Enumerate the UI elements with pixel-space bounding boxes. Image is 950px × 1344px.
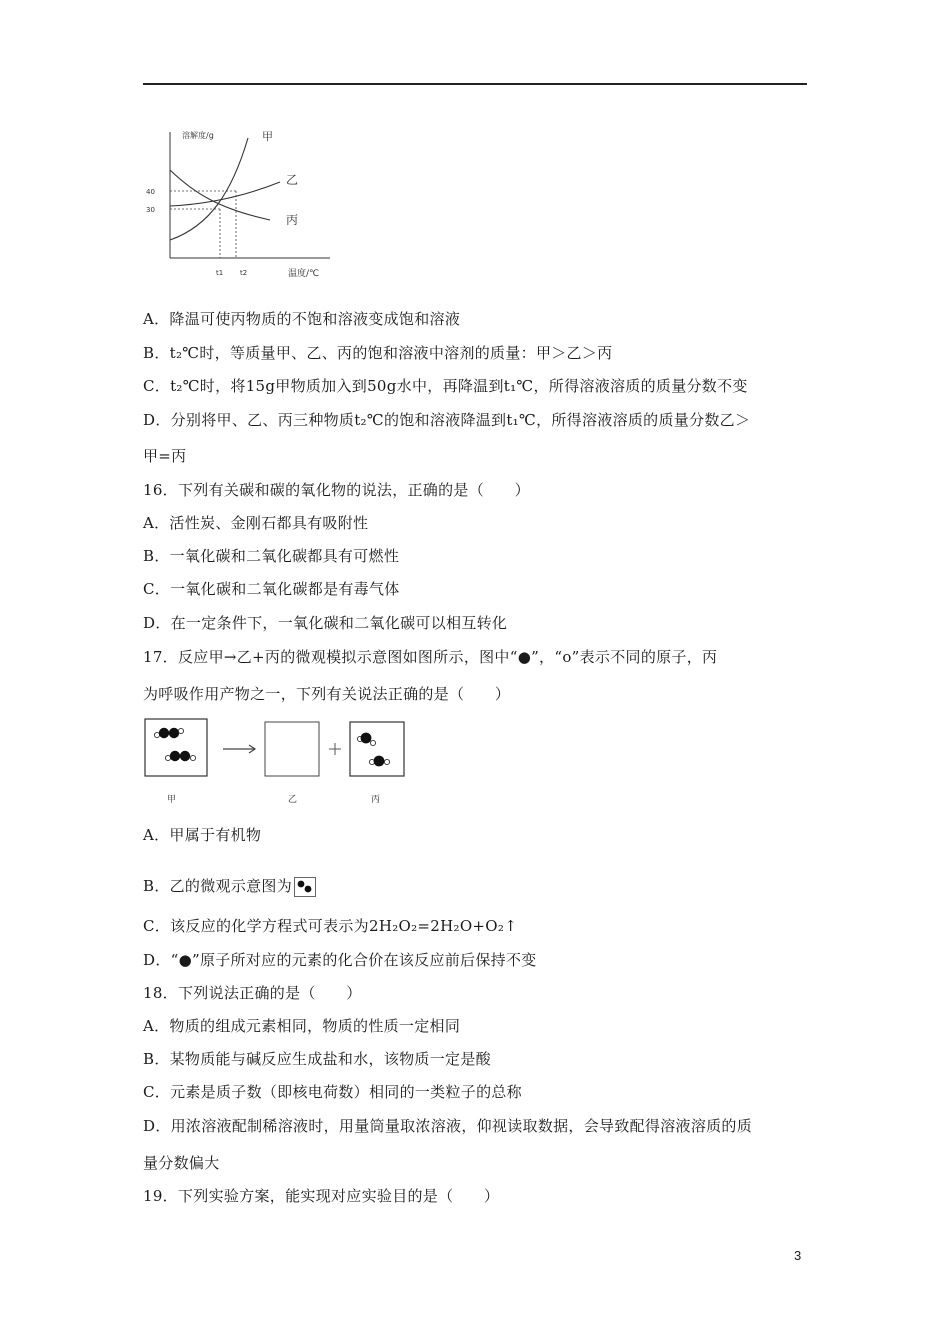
x-tick-t2: t2 <box>240 269 248 277</box>
q17-option-c: C．该反应的化学方程式可表示为2H₂O₂=2H₂O+O₂↑ <box>143 917 518 935</box>
q15-option-d: D．分别将甲、乙、丙三种物质t₂℃的饱和溶液降温到t₁℃，所得溶液溶质的质量分数乙＞ <box>143 411 751 429</box>
box-bing <box>350 722 404 776</box>
molecule-h2o2 <box>165 751 195 761</box>
q16-option-a: A．活性炭、金刚石都具有吸附性 <box>143 514 369 532</box>
q18-option-d: D．用浓溶液配制稀溶液时，用量筒量取浓溶液，仰视读取数据，会导致配得溶液溶质的质 <box>143 1117 753 1135</box>
x-axis-label: 温度/℃ <box>288 269 320 279</box>
q17-option-b-text: B．乙的微观示意图为 <box>143 877 293 895</box>
y-tick-40: 40 <box>146 188 155 196</box>
q18-option-d-continued: 量分数偏大 <box>143 1154 220 1172</box>
q18-option-b: B．某物质能与碱反应生成盐和水，该物质一定是酸 <box>143 1050 491 1068</box>
q16-option-d: D．在一定条件下，一氧化碳和二氧化碳可以相互转化 <box>143 614 508 632</box>
reaction-diagram <box>143 716 413 810</box>
q16-stem: 16．下列有关碳和碳的氧化物的说法，正确的是（ ） <box>143 481 530 499</box>
series-bing-curve <box>170 170 270 220</box>
plus-icon <box>329 743 341 755</box>
q18-option-c: C．元素是质子数（即核电荷数）相同的一类粒子的总称 <box>143 1083 522 1101</box>
solubility-chart <box>140 122 340 282</box>
q17-stem: 17．反应甲→乙+丙的微观模拟示意图如图所示，图中“●”，“o”表示不同的原子，丙 <box>143 648 718 666</box>
series-yi-label: 乙 <box>286 173 299 187</box>
q17-option-a: A．甲属于有机物 <box>143 826 262 844</box>
q17-option-d: D．“●”原子所对应的元素的化合价在该反应前后保持不变 <box>143 951 537 969</box>
label-yi: 乙 <box>288 795 298 805</box>
header-rule <box>143 83 807 85</box>
q15-option-b: B．t₂℃时，等质量甲、乙、丙的饱和溶液中溶剂的质量：甲＞乙＞丙 <box>143 344 613 362</box>
series-jia-label: 甲 <box>262 130 273 143</box>
page-number: 3 <box>794 1248 802 1263</box>
y-axis-label: 溶解度/g <box>182 131 214 140</box>
q15-option-a: A．降温可使丙物质的不饱和溶液变成饱和溶液 <box>143 310 461 328</box>
molecule-h2o <box>357 733 375 746</box>
q17-option-b <box>143 876 316 897</box>
label-jia: 甲 <box>167 795 177 805</box>
q16-option-b: B．一氧化碳和二氧化碳都具有可燃性 <box>143 547 400 565</box>
q16-option-c: C．一氧化碳和二氧化碳都是有毒气体 <box>143 580 400 598</box>
series-bing-label: 丙 <box>286 213 299 227</box>
molecule-h2o2 <box>154 728 183 738</box>
x-tick-t1: t1 <box>216 269 224 277</box>
y-tick-30: 30 <box>146 206 155 214</box>
box-yi <box>265 722 319 776</box>
q17-stem-continued: 为呼吸作用产物之一，下列有关说法正确的是（ ） <box>143 685 511 703</box>
label-bing: 丙 <box>371 795 381 805</box>
q18-option-a: A．物质的组成元素相同，物质的性质一定相同 <box>143 1017 461 1035</box>
oxygen-molecule-icon <box>294 877 316 897</box>
molecule-h2o <box>369 756 389 767</box>
reaction-arrow-icon <box>223 745 255 753</box>
box-jia <box>145 719 207 776</box>
q15-option-d-continued: 甲=丙 <box>143 447 187 465</box>
q19-stem: 19．下列实验方案，能实现对应实验目的是（ ） <box>143 1187 500 1205</box>
q15-option-c: C．t₂℃时，将15g甲物质加入到50g水中，再降温到t₁℃，所得溶液溶质的质量分数不变 <box>143 377 748 395</box>
q18-stem: 18．下列说法正确的是（ ） <box>143 984 362 1002</box>
